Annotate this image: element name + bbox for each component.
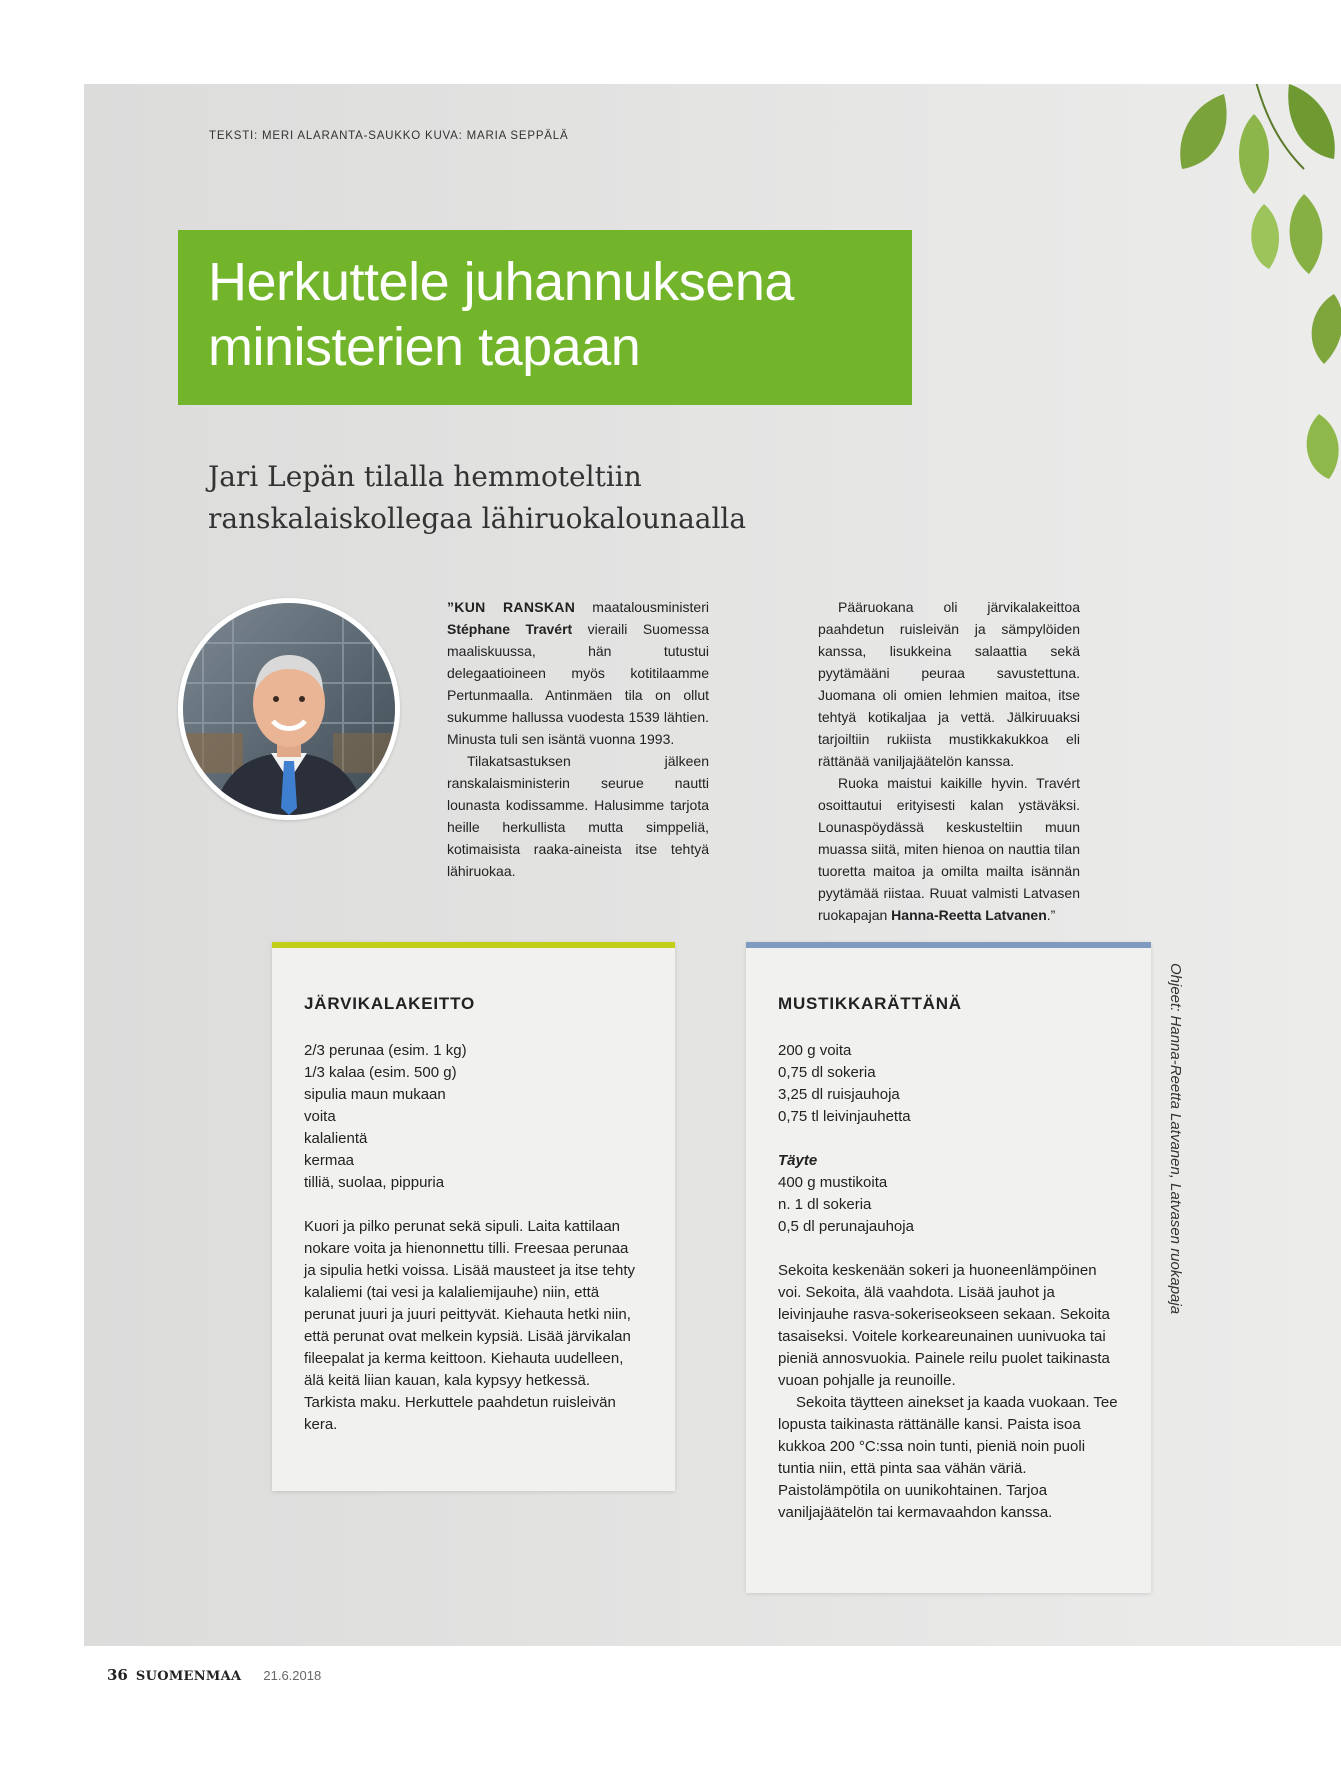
ingredient-list <box>778 1040 1118 1128</box>
ingredient: 1/3 kalaa (esim. 500 g) <box>304 1064 457 1081</box>
page-number: 36 <box>107 1666 128 1684</box>
ingredient: kalalientä <box>304 1130 368 1147</box>
recipe-card-mustikkarattana <box>746 942 1151 1593</box>
recipe-title: MUSTIKKARÄTTÄNÄ <box>778 994 962 1013</box>
ingredient: 400 g mustikoita <box>778 1174 888 1191</box>
article-text: maatalousministeri <box>575 599 709 615</box>
article-credits: TEKSTI: MERI ALARANTA-SAUKKO KUVA: MARIA SEPPÄLÄ <box>209 130 569 142</box>
portrait-illustration <box>183 603 395 815</box>
ingredient: sipulia maun mukaan <box>304 1086 446 1103</box>
headline-line-2: ministerien tapaan <box>208 317 641 377</box>
ingredient: 0,75 dl sokeria <box>778 1064 876 1081</box>
recipe-method-2: Sekoita täytteen ainekset ja kaada vuokaan. Tee lopusta taikinasta rättänälle kansi. Paista isoa kukkoa 200 °C:ssa noin tunti, pieniä noin puoli tuntia niin, että pinta saa vähän väriä. Paistolämpötila on uunikohtainen. Tarjoa vaniljajäätelön tai kermavaahdon kanssa. <box>778 1394 1118 1521</box>
recipe-content <box>778 1040 1118 1524</box>
filling-list <box>778 1172 1118 1238</box>
recipe-method: Kuori ja pilko perunat sekä sipuli. Laita kattilaan nokare voita ja hienonnettu tilli. Freesaa perunaa ja sipulia hetki voissa. Lisää mausteet ja itse tehty kalaliemi (tai vesi ja kalaliemijauhe) niin, että perunat juuri ja juuri peittyvät. Kiehauta hetki niin, että perunat ovat melkein kypsiä. Lisää järvikalan fileepalat ja kerma keittoon. Kiehauta uudelleen, älä keitä liian kauan, kala kypsyy hetkessä. Tarkista maku. Herkuttele paahdetun ruisleivän kera. <box>304 1218 636 1433</box>
ingredient: 2/3 perunaa (esim. 1 kg) <box>304 1042 467 1059</box>
filling-heading: Täyte <box>778 1152 818 1169</box>
ingredient: n. 1 dl sokeria <box>778 1196 872 1213</box>
ingredient-list <box>304 1040 644 1194</box>
article-paragraph-2: Tilakatsastuksen jälkeen ranskalaisministerin seurue nautti lounasta kodissamme. Halusimme tarjota heille herkullista mutta simppeliä, kotimaisista raaka-aineista itse tehtyä lähiruokaa. <box>447 753 709 879</box>
issue-date: 21.6.2018 <box>263 1668 322 1683</box>
article-text: .” <box>1046 907 1056 923</box>
ingredient: voita <box>304 1108 336 1125</box>
ingredient: 3,25 dl ruisjauhoja <box>778 1086 900 1103</box>
article-paragraph-1 <box>447 596 709 750</box>
ingredient: kermaa <box>304 1152 355 1169</box>
publication-name: SUOMENMAA <box>135 1669 242 1684</box>
lead-in: ”KUN RANSKAN <box>447 599 576 615</box>
headline-line-1: Herkuttele juhannuksena <box>208 252 794 312</box>
headline-box <box>178 230 912 405</box>
subtitle <box>208 456 968 540</box>
portrait-photo <box>178 598 400 820</box>
article-text: Ruoka maistui kaikille hyvin. Travért osoittautui erityisesti kalan ystäväksi. Lounaspöydässä keskusteltiin muun muassa siitä, miten hienoa on nauttia tilan tuoretta maitoa ja omilta mailta isännän pyytämää riistaa. Ruuat valmisti Latvasen ruokapajan <box>818 775 1080 923</box>
ingredient: 0,75 tl leivinjauhetta <box>778 1108 911 1125</box>
recipe-card-jarvikalakeitto <box>272 942 675 1491</box>
person-name-travert: Stéphane Travért <box>447 621 573 637</box>
recipe-content <box>304 1040 644 1436</box>
recipe-title: JÄRVIKALAKEITTO <box>304 994 476 1013</box>
page-footer <box>107 1666 321 1684</box>
recipe-method-1: Sekoita keskenään sokeri ja huoneenlämpöinen voi. Sekoita, älä vaahdota. Lisää jauhot ja leivinjauhe rasva-sokeriseokseen sekaan. Sekoita tasaiseksi. Voitele korkeareunainen uunivuoka tai pieniä annosvuokia. Painele reilu puolet taikinasta vuoan pohjalle ja reunoille. <box>778 1262 1110 1389</box>
article-paragraph-4 <box>818 772 1080 926</box>
subtitle-line-2: ranskalaiskollegaa lähiruokalounaalla <box>208 502 747 535</box>
recipe-credit-vertical: Ohjeet: Hanna-Reetta Latvanen, Latvasen ruokapaja <box>1167 963 1184 1315</box>
article-paragraph-3: Pääruokana oli järvikalakeittoa paahdetun ruisleivän ja sämpylöiden kanssa, lisukkeina salaattia sekä pyytämääni peuraa savustettuna. Juomana oli omien lehmien maitoa, itse tehtyä kotikaljaa ja vettä. Jälkiruuaksi tarjoiltiin rukiista mustikkakukkoa eli rättänää vaniljajäätelön kanssa. <box>818 599 1080 769</box>
subtitle-line-1: Jari Lepän tilalla hemmoteltiin <box>208 460 642 493</box>
headline <box>208 250 794 380</box>
ingredient: 200 g voita <box>778 1042 852 1059</box>
birch-leaves-image <box>1104 84 1341 534</box>
ingredient: tilliä, suolaa, pippuria <box>304 1174 445 1191</box>
article-text: vieraili Suomessa maaliskuussa, hän tutustui delegaatioineen myös kotitilaamme Pertunmaalla. Antinmäen tila on ollut sukumme hallussa vuodesta 1539 lähtien. Minusta tuli sen isäntä vuonna 1993. <box>447 621 709 747</box>
article-column-2 <box>818 596 1080 926</box>
article-column-1 <box>447 596 709 882</box>
ingredient: 0,5 dl perunajauhoja <box>778 1218 914 1235</box>
person-name-latvanen: Hanna-Reetta Latvanen <box>891 907 1047 923</box>
